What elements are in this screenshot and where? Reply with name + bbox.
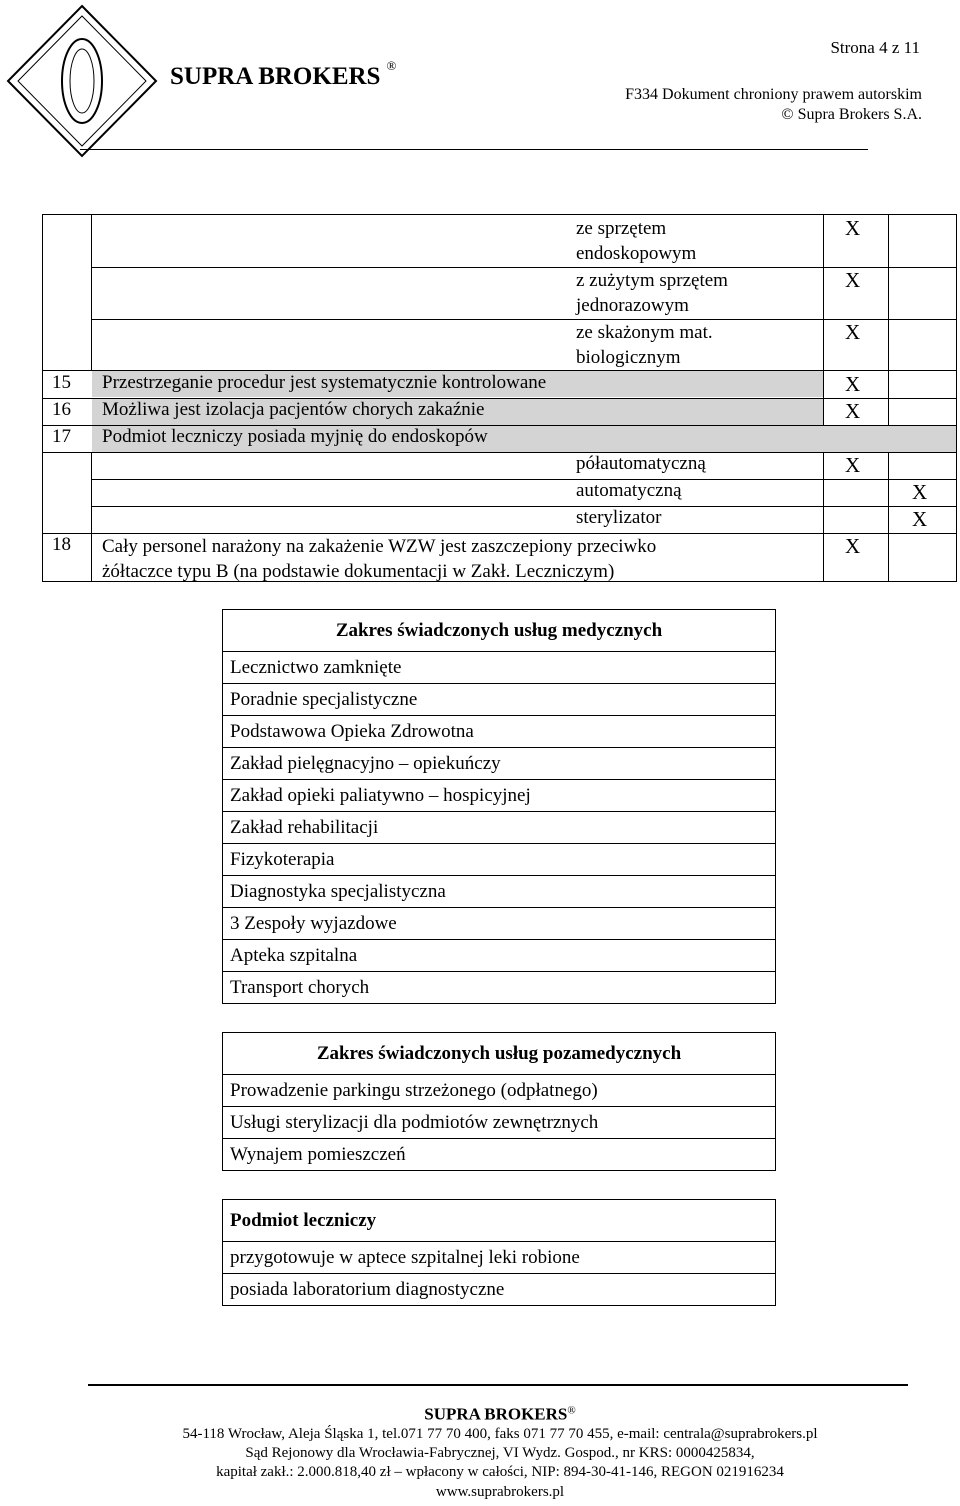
nonmedical-services-table — [222, 1032, 776, 1171]
medical-services-table — [222, 609, 776, 1004]
row17a-mark: X — [845, 453, 861, 477]
row17a-label: półautomatyczną — [576, 453, 706, 474]
list-item: Zakład pielęgnacyjno – opiekuńczy — [223, 748, 776, 780]
brand-name: SUPRA BROKERS ® — [170, 58, 397, 90]
row15-mark: X — [845, 372, 861, 396]
row16-label: Możliwa jest izolacja pacjentów chorych zakaźnie — [102, 399, 485, 420]
list-item: Apteka szpitalna — [223, 940, 776, 972]
footer-capital: kapitał zakł.: 2.000.818,40 zł – wpłacony w całości, NIP: 894-30-41-146, REGON 021916234 — [216, 1464, 784, 1480]
table-title: Zakres świadczonych usług medycznych — [223, 610, 776, 652]
copyright-owner: © Supra Brokers S.A. — [781, 106, 922, 123]
row17c-label: sterylizator — [576, 507, 662, 528]
row-bio-mark: X — [845, 320, 861, 344]
row16-mark: X — [845, 399, 861, 423]
footer-court: Sąd Rejonowy dla Wrocławia-Fabrycznej, VI Wydz. Gospod., nr KRS: 0000425834, — [245, 1445, 755, 1461]
checklist-frame — [42, 214, 957, 582]
list-item: Fizykoterapia — [223, 844, 776, 876]
list-item: Zakład rehabilitacji — [223, 812, 776, 844]
row-bio-label: ze skażonym mat. biologicznym — [576, 322, 713, 368]
table-title: Zakres świadczonych usług pozamedycznych — [223, 1033, 776, 1075]
list-item: Diagnostyka specjalistyczna — [223, 876, 776, 908]
row-endo-label: ze sprzętem endoskopowym — [576, 218, 697, 264]
row-used-mark: X — [845, 268, 861, 292]
row15-label: Przestrzeganie procedur jest systematycznie kontrolowane — [102, 372, 547, 393]
page-number: Strona 4 z 11 — [830, 38, 920, 57]
row17-num: 17 — [52, 426, 71, 447]
header-rule — [80, 149, 868, 150]
row-used-label: z zużytym sprzętem jednorazowym — [576, 270, 728, 316]
list-item: 3 Zespoły wyjazdowe — [223, 908, 776, 940]
list-item: Prowadzenie parkingu strzeżonego (odpłatnego) — [223, 1075, 776, 1107]
copyright-notice: F334 Dokument chroniony prawem autorskim — [625, 86, 922, 103]
row17c-mark: X — [912, 507, 928, 531]
footer-website: www.suprabrokers.pl — [435, 1484, 565, 1500]
footer-address: 54-118 Wrocław, Aleja Śląska 1, tel.071 77 70 400, faks 071 77 70 455, e-mail: centrala@suprabrokers.pl — [182, 1426, 818, 1442]
row17b-label: automatyczną — [576, 480, 682, 501]
list-item: Wynajem pomieszczeń — [223, 1139, 776, 1171]
list-item: Usługi sterylizacji dla podmiotów zewnętrznych — [223, 1107, 776, 1139]
footer-brand: SUPRA BROKERS® — [424, 1404, 576, 1424]
row18-label: Cały personel narażony na zakażenie WZW jest zaszczepiony przeciwko żółtaczce typu B (na podstawie dokumentacji w Zakł. Leczniczym) — [102, 536, 657, 582]
footer-rule — [88, 1384, 908, 1386]
row18-num: 18 — [52, 534, 71, 555]
row17-label: Podmiot leczniczy posiada myjnię do endoskopów — [102, 426, 488, 447]
list-item: Transport chorych — [223, 972, 776, 1004]
table-title: Podmiot leczniczy — [223, 1200, 776, 1242]
row16-num: 16 — [52, 399, 71, 420]
list-item: Zakład opieki paliatywno – hospicyjnej — [223, 780, 776, 812]
row15-num: 15 — [52, 372, 71, 393]
list-item: przygotowuje w aptece szpitalnej leki robione — [223, 1242, 776, 1274]
list-item: Lecznictwo zamknięte — [223, 652, 776, 684]
company-logo — [2, 2, 162, 165]
row18-mark: X — [845, 534, 861, 558]
facility-table — [222, 1199, 776, 1306]
row-endo-mark: X — [845, 216, 861, 240]
list-item: Poradnie specjalistyczne — [223, 684, 776, 716]
list-item: Podstawowa Opieka Zdrowotna — [223, 716, 776, 748]
row17b-mark: X — [912, 480, 928, 504]
list-item: posiada laboratorium diagnostyczne — [223, 1274, 776, 1306]
